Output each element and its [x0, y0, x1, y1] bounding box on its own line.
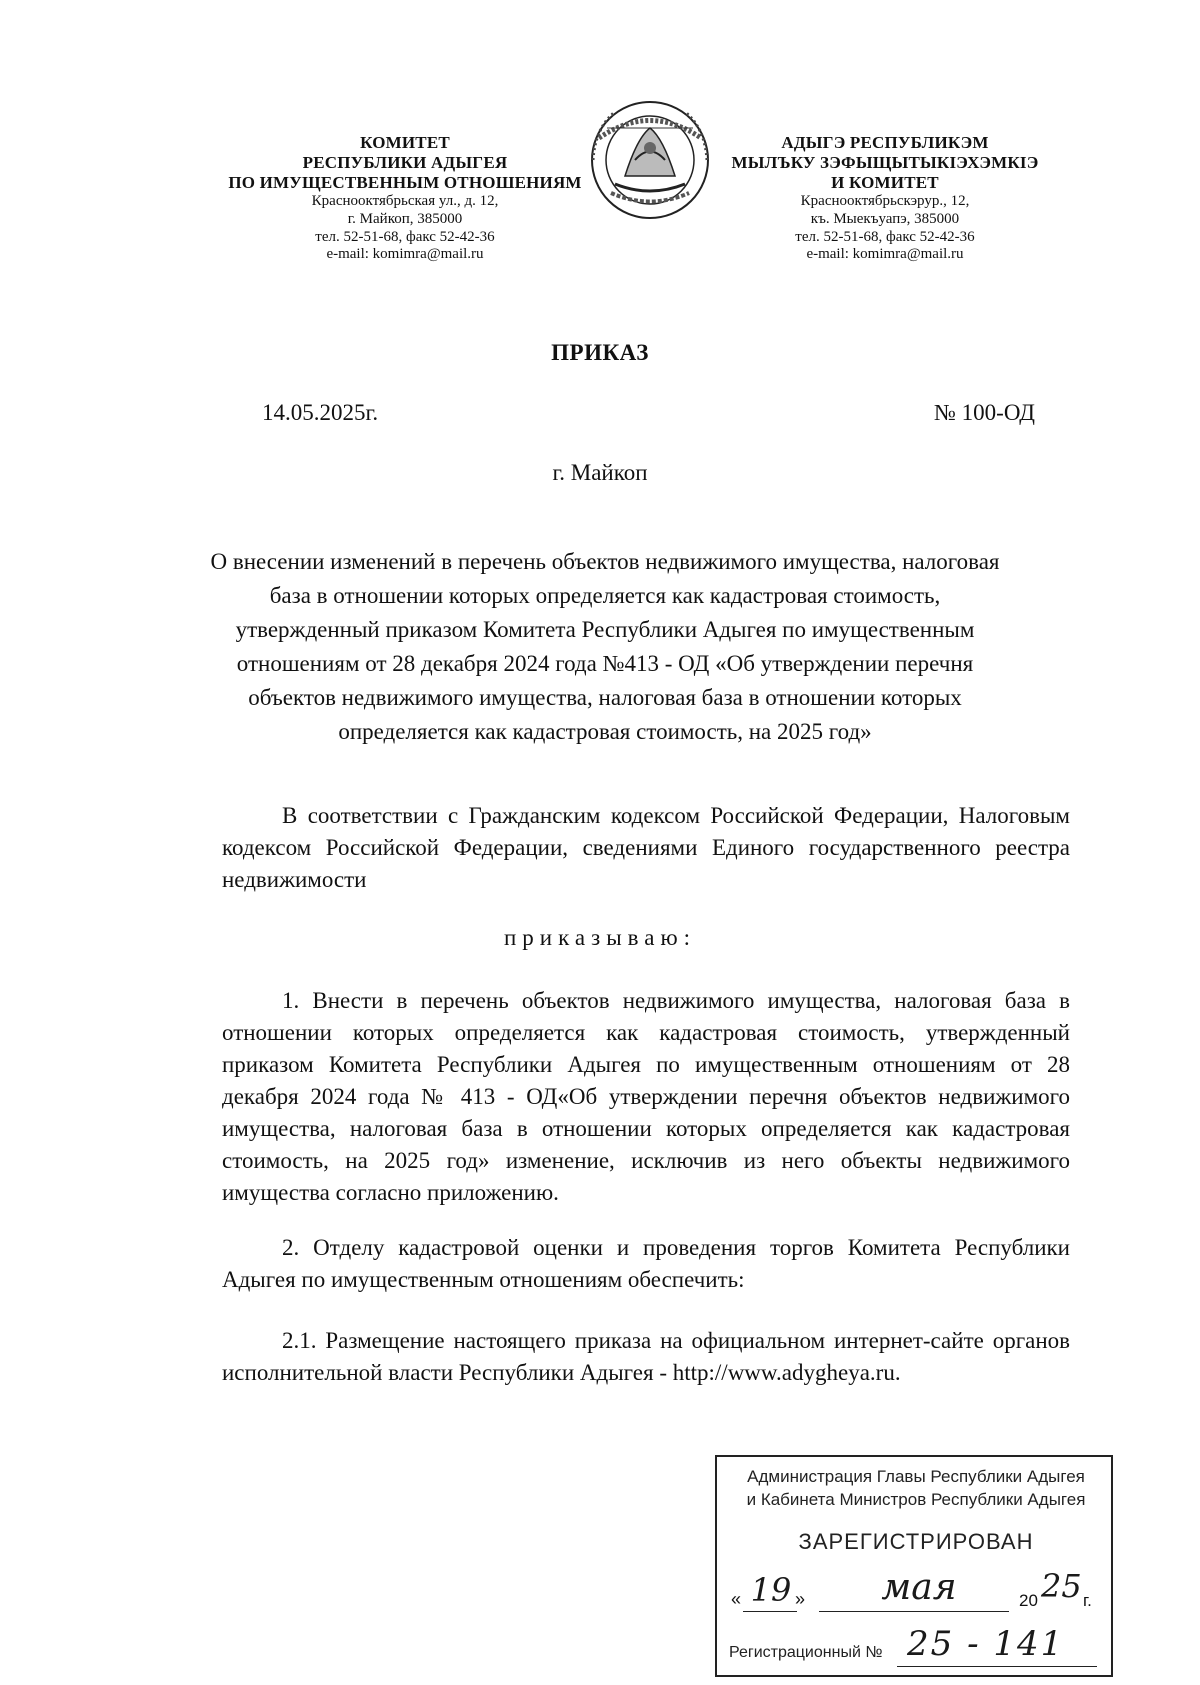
stamp-registration-row — [729, 1622, 1104, 1670]
stamp-org-line: и Кабинета Министров Республики Адыгея — [746, 1490, 1086, 1509]
republic-of-adygea-emblem-icon — [585, 98, 715, 226]
address-line: къ. Мыекъуапэ, 385000 — [810, 210, 960, 227]
org-name-line: И КОМИТЕТ — [831, 173, 939, 193]
email-line: e-mail: komimra@mail.ru — [326, 246, 484, 263]
stamp-org — [717, 1465, 1115, 1511]
email-line: e-mail: komimra@mail.ru — [806, 246, 964, 263]
basis-paragraph: В соответствии с Гражданским кодексом Российской Федерации, Налоговым кодексом Российской Федерации, сведениями Единого государственного реестра недвижимости — [222, 803, 1070, 892]
document-date: 14.05.2025г. — [262, 400, 379, 425]
phone-line: тел. 52-51-68, факс 52-42-36 — [795, 228, 975, 245]
org-name-line: МЫЛЪКУ ЗЭФЫЩЫТЫКІЭХЭМКІЭ — [731, 153, 1039, 173]
month-underline — [819, 1611, 1009, 1612]
document-city: г. Майкоп — [552, 460, 648, 485]
org-name-line: РЕСПУБЛИКИ АДЫГЕЯ — [302, 153, 508, 173]
document-title: ПРИКАЗ — [551, 340, 649, 365]
header-right-ady — [725, 133, 1045, 264]
registration-stamp — [715, 1455, 1113, 1677]
handwritten-month: мая — [881, 1567, 957, 1608]
org-name-line: АДЫГЭ РЕСПУБЛИКЭМ — [781, 133, 989, 152]
stamp-org-line: Администрация Главы Республики Адыгея — [747, 1467, 1085, 1486]
address-line: Краснооктябрьскэрур., 12, — [800, 193, 970, 210]
item-2-1-paragraph: 2.1. Размещение настоящего приказа на официальном интернет-сайте органов исполнительной власти Республики Адыгея - http://www.adygheya.ru. — [222, 1328, 1070, 1385]
day-underline — [743, 1611, 797, 1612]
phone-line: тел. 52-51-68, факс 52-42-36 — [315, 228, 495, 245]
stamp-date-row — [729, 1567, 1104, 1615]
registration-label: Регистрационный № — [729, 1644, 883, 1661]
item-1-paragraph: 1. Внести в перечень объектов недвижимого имущества, налоговая база в отношении которых определяется как кадастровая стоимость, утвержденный приказом Комитета Республики Адыгея по имущественным отношениям от 28 декабря 2024 года № 413 - ОД«Об утверждении перечня объектов недвижимого имущества, налоговая база в отношении которых определяется как кадастровая стоимость, на 2025 год» изменение, исключив из него объекты недвижимого имущества согласно приложению. — [222, 988, 1070, 1205]
document-number: № 100-ОД — [933, 400, 1035, 425]
year-suffix: г. — [1083, 1591, 1092, 1610]
address-line: Краснооктябрьская ул., д. 12, — [311, 193, 499, 210]
item-2-paragraph: 2. Отделу кадастровой оценки и проведения торгов Комитета Республики Адыгея по имущественным отношениям обеспечить: — [222, 1235, 1070, 1292]
order-word: приказываю: — [503, 925, 697, 950]
registration-underline — [897, 1666, 1097, 1667]
year-prefix: 20 — [1019, 1591, 1038, 1610]
handwritten-year: 25 — [1041, 1567, 1082, 1605]
org-name-line: ПО ИМУЩЕСТВЕННЫМ ОТНОШЕНИЯМ — [228, 173, 582, 193]
stamp-status: ЗАРЕГИСТРИРОВАН — [798, 1529, 1034, 1554]
handwritten-registration-number: 25 - 141 — [907, 1624, 1065, 1664]
address-line: г. Майкоп, 385000 — [347, 210, 463, 227]
org-name-line: КОМИТЕТ — [360, 133, 450, 152]
quote-close: » — [795, 1589, 806, 1609]
handwritten-day: 19 — [750, 1571, 792, 1609]
header-left-ru — [210, 133, 600, 264]
document-subject: О внесении изменений в перечень объектов недвижимого имущества, налоговая база в отношении которых определяется как кадастровая стоимость, утвержденный приказом Комитета Республики Адыгея по имущественным отношениям от 28 декабря 2024 года №413 - ОД «Об утверждении перечня объектов недвижимого имущества, налоговая база в отношении которых определяется как кадастровая стоимость, на 2025 год» — [210, 549, 1000, 744]
quote-open: « — [731, 1589, 742, 1609]
